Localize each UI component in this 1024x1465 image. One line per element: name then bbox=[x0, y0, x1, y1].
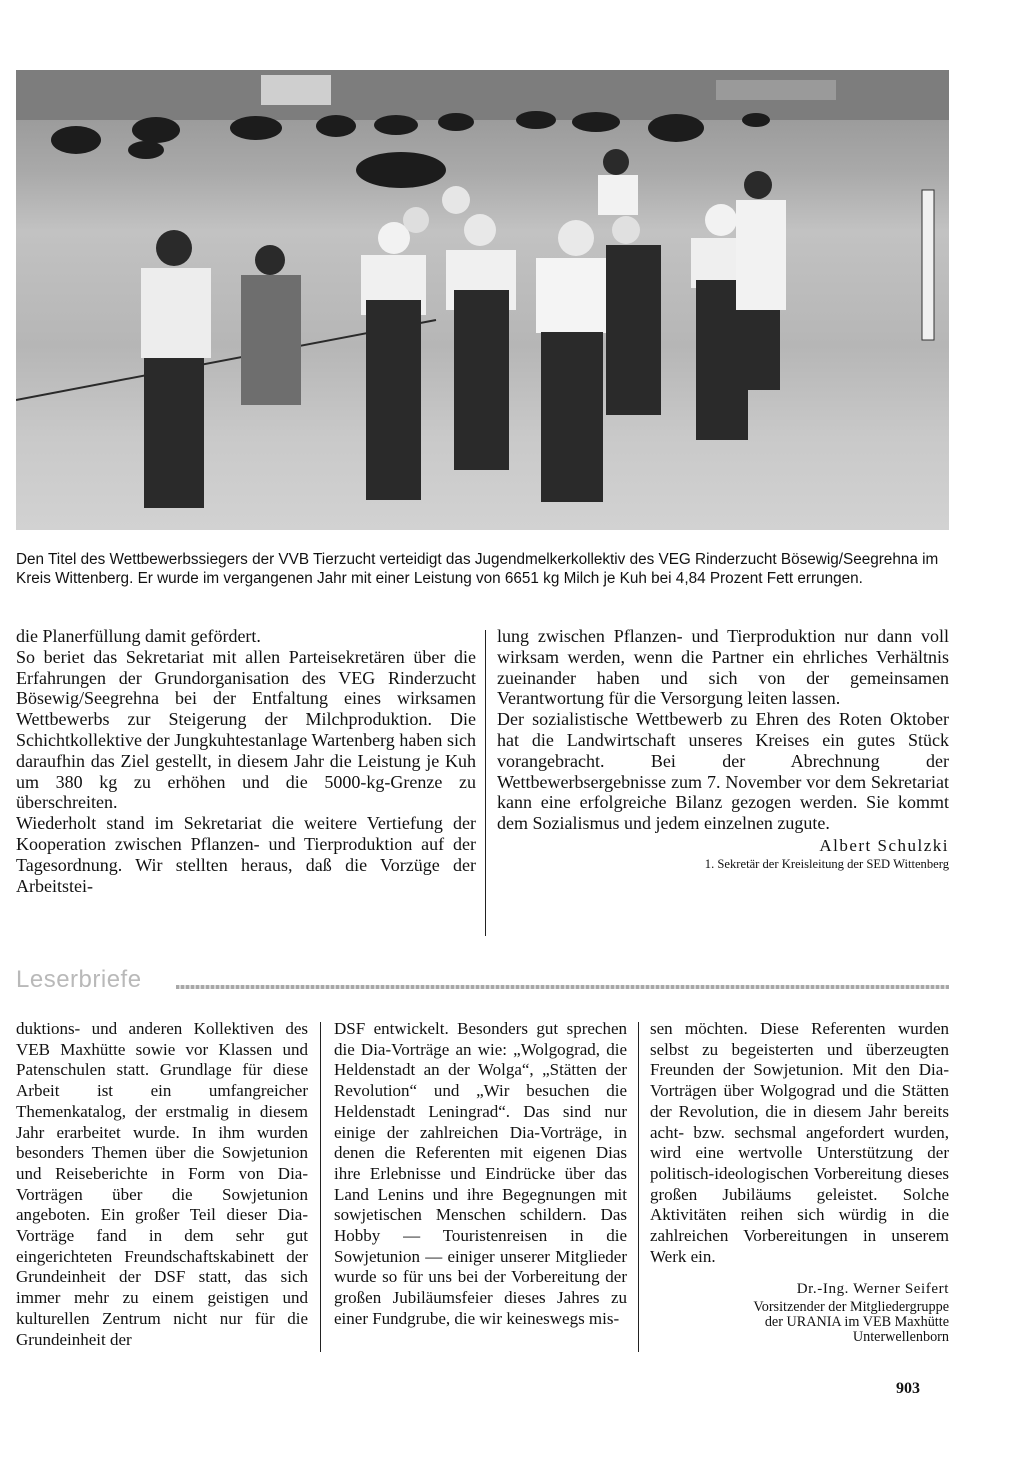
section-rule bbox=[176, 985, 949, 989]
letter-text: DSF entwickelt. Besonders gut sprechen die Dia-Vorträge an wie: „Wolgograd, die Heldenstadt an der Wolga“, „Stätten der Revolution“ und „Wir besuchen die Heldenstadt Leningrad“. Das sind nur einige der zahlreichen Dia-Vorträge, in denen die Referenten mit eigenen Dias ihre Erlebnisse und Eindrücke über das Land Lenins und ihre Begegnungen mit sowjetischen Menschen schildern. Das Hobby — Touristenreisen in die Sowjetunion — einiger unserer Mitglieder wurde so für uns bei der Vorbereitung der großen Jubiläumsfeier dieses Jahres zu einer Fundgrube, die wir keineswegs mis- bbox=[334, 1019, 627, 1328]
article-paragraph: Wiederholt stand im Sekretariat die weitere Vertiefung der Kooperation zwischen Pflanzen- und Tierproduktion auf der Tagesordnung. Wir stellten heraus, daß die Vorzüge der Arbeitstei- bbox=[16, 813, 476, 896]
article-author: Albert Schulzki bbox=[819, 835, 949, 855]
column-divider bbox=[320, 1022, 321, 1352]
letter-column-1 bbox=[16, 1019, 308, 1350]
letter-author: Dr.-Ing. Werner Seifert bbox=[796, 1281, 949, 1298]
article-column-right bbox=[497, 626, 949, 872]
letter-author-title-line: Unterwellenborn bbox=[852, 1329, 949, 1346]
letter-column-3 bbox=[650, 1019, 949, 1345]
letter-author-title-line: Vorsitzender der Mitgliedergruppe bbox=[753, 1299, 949, 1316]
article-paragraph: lung zwischen Pflanzen- und Tierproduktion nur dann voll wirksam werden, wenn die Partner ein ehrliches Verhältnis zueinander haben und sich von der gemeinsamen Verantwortung für die Versorgung leiten lassen. bbox=[497, 626, 949, 709]
section-title: Leserbriefe bbox=[16, 966, 142, 993]
photo-treeline bbox=[716, 80, 836, 100]
photo-fence-post bbox=[922, 190, 934, 340]
column-divider bbox=[638, 1022, 639, 1352]
letter-text: duktions- und anderen Kollektiven des VEB Maxhütte sowie vor Klassen und Patenschulen statt. Grundlage für diese Arbeit ist ein umfangreicher Themenkatalog, der erstmalig in diesem Jahr erarbeitet wurde. In ihm wurden besonders Themen über die Sowjetunion und Reiseberichte in Form von Dia-Vorträgen über die Sowjetunion angeboten. Ein großer Teil dieser Dia-Vorträge fand in dem sehr gut eingerichteten Freundschaftskabinett der Grundeinheit der DSF statt, das sich immer mehr zu einem geistigen und kulturellen Zentrum nicht nur für die Grundeinheit der bbox=[16, 1019, 308, 1349]
photo-people bbox=[141, 149, 786, 508]
section-header bbox=[16, 966, 949, 1002]
article-column-left bbox=[16, 626, 476, 896]
photo-caption: Den Titel des Wettbewerbssiegers der VVB Tierzucht verteidigt das Jugendmelkerkollektiv des VEG Rinderzucht Bösewig/Seegrehna im Kreis Wittenberg. Er wurde im vergangenen Jahr mit einer Leistung von 6651 kg Milch je Kuh bei 4,84 Prozent Fett errungen. bbox=[16, 551, 939, 587]
letter-text: sen möchten. Diese Referenten wurden selbst zu begeisterten und überzeugten Freunden der Sowjetunion. Mit den Dia-Vorträgen über Wolgograd und die Stätten der Revolution, die in diesem Jahr bereits acht- bzw. sechsmal angefordert wurden, wird eine wertvolle Unterstützung der politisch-ideologischen Vorbereitung dieses großen Jubiläums geleistet. Solche Aktivitäten reihen sich würdig in die zahlreichen Vorbereitungen in unserem Werk ein. bbox=[650, 1019, 949, 1266]
article-paragraph: So beriet das Sekretariat mit allen Parteisekretären über die Erfahrungen der Grundorganisation des VEG Rinderzucht Bösewig/Seegrehna bei der Entfaltung eines wirksamen Wettbewerbs zur Steigerung der Milchproduktion. Die Schichtkollektive der Jungkuhtestanlage Wartenberg haben sich daraufhin das Ziel gestellt, in diesem Jahr die Leistung je Kuh um 380 kg zu erhöhen und die 5000-kg-Grenze zu überschreiten. bbox=[16, 646, 476, 813]
article-paragraph: Der sozialistische Wettbewerb zu Ehren des Roten Oktober hat die Landwirtschaft unseres Kreises ein gutes Stück vorangebracht. Bei der Abrechnung der Wettbewerbsergebnisse zum 7. November vor dem Sekretariat kann eine erfolgreiche Bilanz gezogen werden. Sie kommt dem Sozialismus und jedem einzelnen zugute. bbox=[497, 709, 949, 834]
article-photo bbox=[16, 70, 949, 530]
article-author-title: 1. Sekretär der Kreisleitung der SED Wittenberg bbox=[704, 856, 949, 871]
photo-barn bbox=[261, 75, 331, 105]
article-paragraph: die Planerfüllung damit gefördert. bbox=[16, 626, 261, 646]
column-divider bbox=[485, 630, 486, 936]
letter-column-2 bbox=[334, 1019, 627, 1330]
letter-author-title-line: der URANIA im VEB Maxhütte bbox=[764, 1314, 949, 1331]
photo-illustration bbox=[16, 70, 949, 530]
page-number: 903 bbox=[896, 1380, 920, 1397]
photo-cows bbox=[51, 111, 770, 188]
